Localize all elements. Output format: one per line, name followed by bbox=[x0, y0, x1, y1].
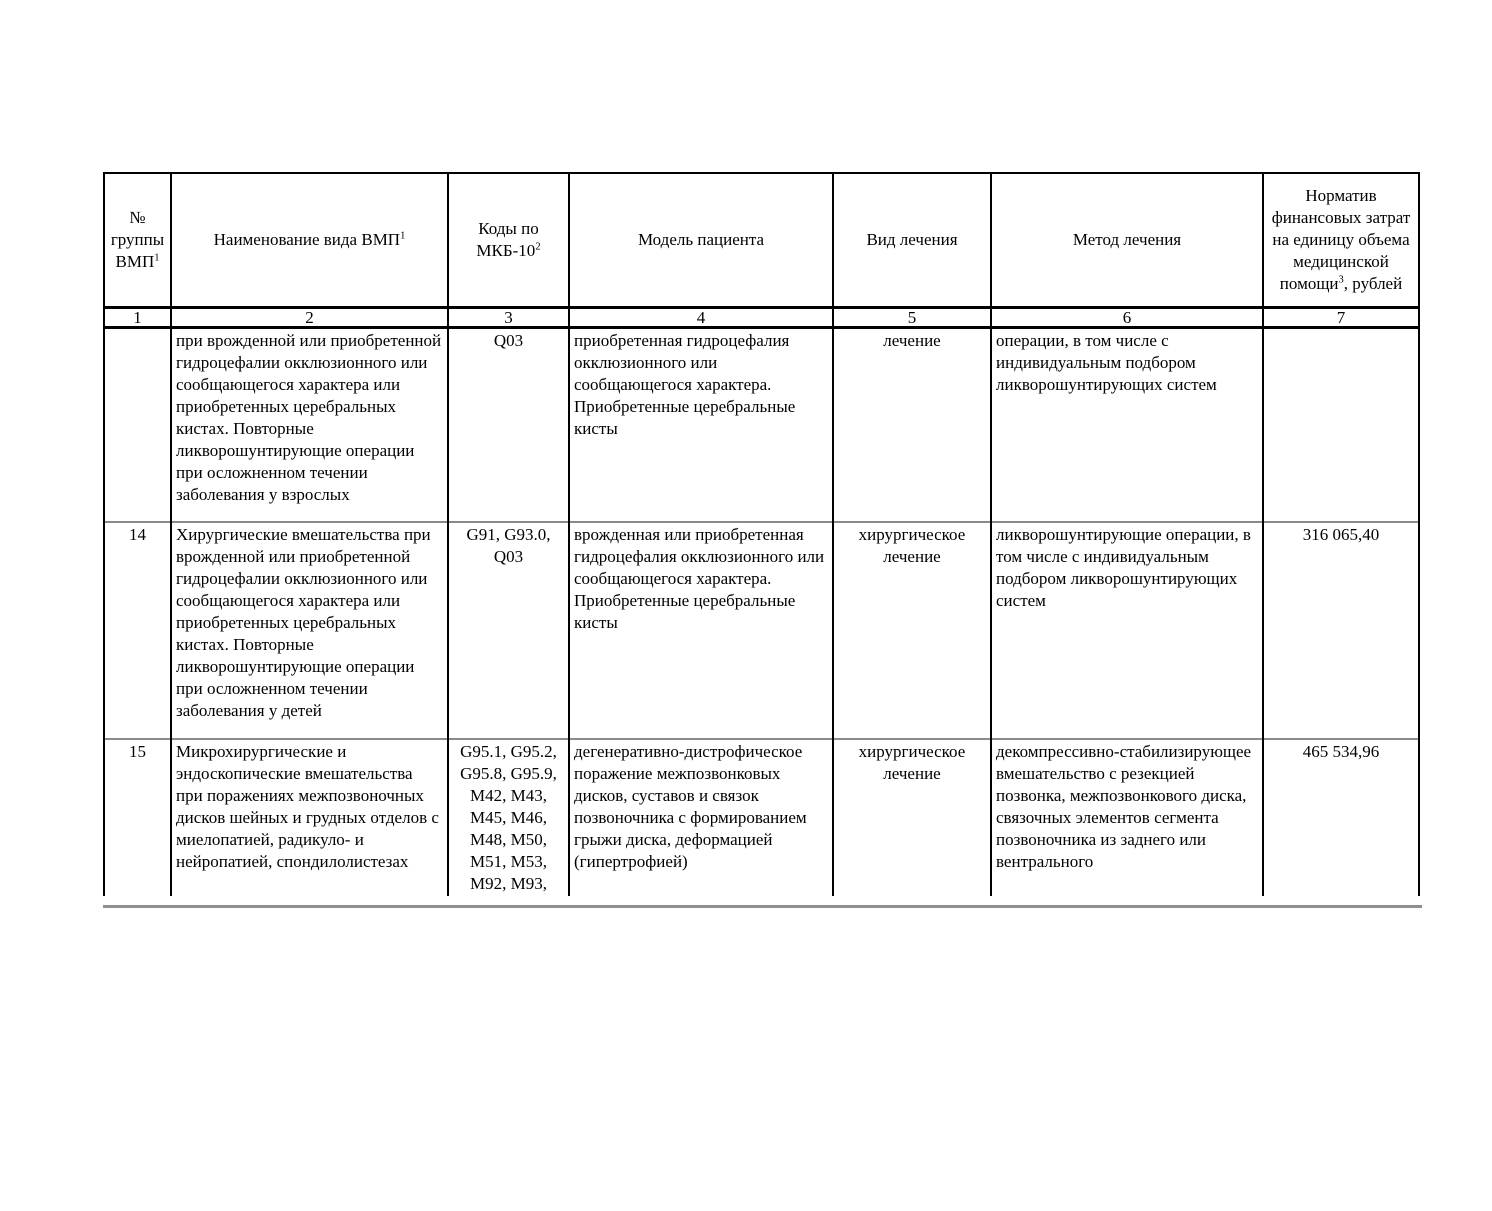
header-cost-norm-text: Норматив финансовых затрат на единицу объема медицинской помощи bbox=[1271, 186, 1411, 293]
table-row bbox=[104, 739, 1419, 896]
cell-vmp-name: Микрохирургические и эндоскопические вмешательства при поражениях межпозвоночных дисков шейных и грудных отделов с миелопатией, радикуло- и нейропатией, спондилолистезах bbox=[171, 739, 448, 896]
cell-cost-norm: 465 534,96 bbox=[1263, 739, 1419, 896]
header-patient-model bbox=[569, 173, 833, 308]
column-number: 5 bbox=[833, 308, 991, 328]
cell-treatment-type: хирургическое лечение bbox=[833, 522, 991, 739]
header-treatment-method-text: Метод лечения bbox=[1072, 230, 1182, 249]
cell-patient-model: дегенеративно-дистрофическое поражение межпозвонковых дисков, суставов и связок позвоночника с формированием грыжи диска, деформацией (гипертрофией) bbox=[569, 739, 833, 896]
header-vmp-name-text: Наименование вида ВМП bbox=[213, 230, 401, 249]
cell-group-no bbox=[104, 328, 171, 522]
header-cost-norm: Норматив финансовых затрат на единицу объема медицинской помощи$^3$, рублей bbox=[1263, 173, 1419, 308]
column-number: 2 bbox=[171, 308, 448, 328]
cell-treatment-type: хирургическое лечение bbox=[833, 739, 991, 896]
cell-patient-model: врожденная или приобретенная гидроцефалия окклюзионного или сообщающегося характера. Приобретенные церебральные кисты bbox=[569, 522, 833, 739]
cell-icd-codes: G95.1, G95.2, G95.8, G95.9, M42, M43, M45, M46, M48, M50, M51, M53, M92, M93, bbox=[448, 739, 569, 896]
footnote-marker: 1 bbox=[154, 252, 160, 264]
column-number: 1 bbox=[104, 308, 171, 328]
header-vmp-name bbox=[171, 173, 448, 308]
cell-treatment-method: операции, в том числе с индивидуальным подбором ликворошунтирующих систем bbox=[991, 328, 1263, 522]
cell-vmp-name: при врожденной или приобретенной гидроцефалии окклюзионного или сообщающегося характера или приобретенных церебральных кистах. Повторные ликворошунтирующие операции при осложненном течении заболевания у взрослых bbox=[171, 328, 448, 522]
header-icd-codes-text: Коды по МКБ-10 bbox=[476, 219, 539, 260]
header-group-no-text: № группы ВМП bbox=[110, 208, 165, 271]
cell-icd-codes: Q03 bbox=[448, 328, 569, 522]
header-treatment-type-text: Вид лечения bbox=[866, 230, 958, 249]
cell-group-no: 14 bbox=[104, 522, 171, 739]
cell-cost-norm: 316 065,40 bbox=[1263, 522, 1419, 739]
footnote-marker: 3 bbox=[1338, 274, 1344, 286]
vmp-table bbox=[103, 172, 1420, 896]
header-icd-codes bbox=[448, 173, 569, 308]
cell-cost-norm bbox=[1263, 328, 1419, 522]
footnote-marker: 2 bbox=[535, 241, 541, 253]
header-treatment-method bbox=[991, 173, 1263, 308]
cell-group-no: 15 bbox=[104, 739, 171, 896]
column-number-row bbox=[104, 308, 1419, 328]
table-row bbox=[104, 522, 1419, 739]
column-number: 3 bbox=[448, 308, 569, 328]
header-patient-model-text: Модель пациента bbox=[637, 230, 765, 249]
cell-patient-model: приобретенная гидроцефалия окклюзионного или сообщающегося характера. Приобретенные церебральные кисты bbox=[569, 328, 833, 522]
column-number: 7 bbox=[1263, 308, 1419, 328]
column-number: 4 bbox=[569, 308, 833, 328]
header-group-no bbox=[104, 173, 171, 308]
footnote-marker: 1 bbox=[400, 230, 406, 242]
header-row bbox=[104, 173, 1419, 308]
cell-treatment-type: лечение bbox=[833, 328, 991, 522]
cell-treatment-method: ликворошунтирующие операции, в том числе с индивидуальным подбором ликворошунтирующих систем bbox=[991, 522, 1263, 739]
vmp-table-clipped-region bbox=[103, 172, 1422, 908]
column-number: 6 bbox=[991, 308, 1263, 328]
cell-vmp-name: Хирургические вмешательства при врожденной или приобретенной гидроцефалии окклюзионного или сообщающегося характера или приобретенных церебральных кистах. Повторные ликворошунтирующие операции при осложненном течении заболевания у детей bbox=[171, 522, 448, 739]
cell-treatment-method: декомпрессивно-стабилизирующее вмешательство с резекцией позвонка, межпозвонкового диска, связочных элементов сегмента позвоночника из заднего или вентрального bbox=[991, 739, 1263, 896]
table-row bbox=[104, 328, 1419, 522]
header-treatment-type bbox=[833, 173, 991, 308]
cell-icd-codes: G91, G93.0, Q03 bbox=[448, 522, 569, 739]
